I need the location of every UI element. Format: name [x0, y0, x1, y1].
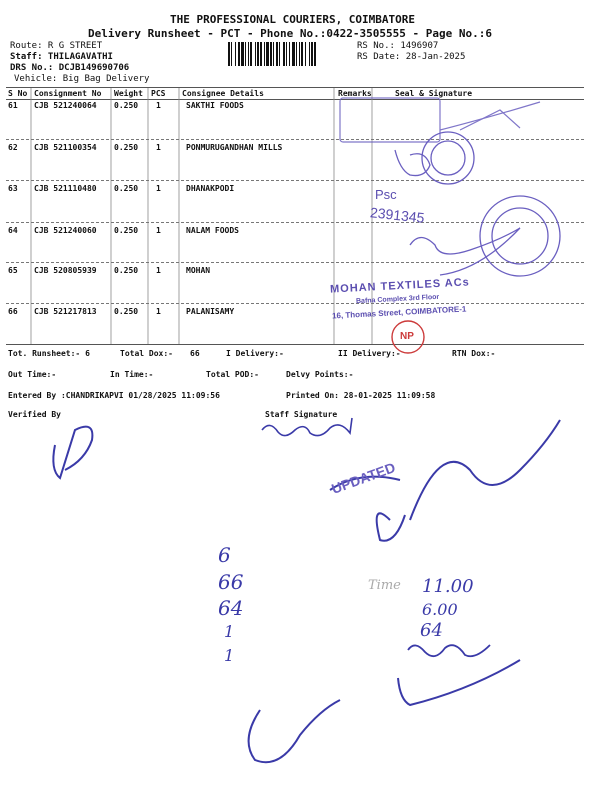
row-consignee: SAKTHI FOODS [186, 101, 244, 110]
hand-total-runsheet: 6 [218, 543, 231, 567]
row-consignment: CJB 521240064 [34, 101, 97, 110]
row-sno: 63 [8, 184, 18, 193]
psc-text: Psc [375, 187, 397, 202]
runsheet-subtitle: Delivery Runsheet - PCT - Phone No.:0422-3505555 - Page No.:6 [88, 27, 492, 40]
hand-in-time: 6.00 [422, 600, 458, 619]
col-header-cons: Consignment No [34, 89, 102, 98]
hand-rtn: 1 [224, 646, 235, 665]
row-weight: 0.250 [114, 143, 139, 152]
total-dox-label: Total Dox:- [120, 349, 173, 358]
vehicle: Vehicle: Big Bag Delivery [14, 74, 150, 84]
row-weight: 0.250 [114, 226, 139, 235]
row-sno: 66 [8, 307, 18, 316]
row-consignee: NALAM FOODS [186, 226, 239, 235]
row-consignment: CJB 521240060 [34, 226, 97, 235]
col-header-weight: Weight [114, 89, 143, 98]
ii-delivery: II Delivery:- [338, 349, 401, 358]
in-time: In Time:- [110, 370, 154, 379]
total-runsheet: Tot. Runsheet:- 6 [8, 349, 90, 358]
col-header-sno: S No [8, 89, 28, 98]
entered-by: Entered By :CHANDRIKAPVI 01/28/2025 11:09:56 [8, 391, 220, 400]
col-header-consignee: Consignee Details [182, 89, 264, 98]
total-pod: Total POD:- [206, 370, 259, 379]
verified-signature [53, 427, 92, 478]
verified-by: Verified By [8, 410, 61, 419]
mohan-stamp: MOHAN TEXTILES ACs [329, 276, 471, 296]
psc-number: 2391345 [369, 204, 426, 226]
delvy-points: Delvy Points:- [286, 370, 354, 379]
total-dox-value: 66 [190, 349, 200, 358]
row-pcs: 1 [156, 226, 161, 235]
rs-date: RS Date: 28-Jan-2025 [357, 52, 466, 62]
drs-number: DRS No.: DCJB149690706 [10, 63, 130, 73]
hand-delivery: 64 [218, 596, 244, 620]
hand-time-label: Time [368, 578, 401, 593]
row-sno: 65 [8, 266, 18, 275]
row-consignment: CJB 521110480 [34, 184, 97, 193]
col-header-pcs: PCS [151, 89, 166, 98]
row-consignee: DHANAKPODI [186, 184, 235, 193]
table-grid [0, 0, 600, 350]
printed-on: Printed On: 28-01-2025 11:09:58 [286, 391, 436, 400]
col-header-remarks: Remarks [338, 89, 372, 98]
mohan-stamp-line3: 16, Thomas Street, COIMBATORE-1 [331, 304, 467, 321]
row-weight: 0.250 [114, 184, 139, 193]
table-bottom-rule [6, 344, 584, 345]
row-weight: 0.250 [114, 101, 139, 110]
row-consignment: CJB 521217813 [34, 307, 97, 316]
hand-out-time: 11.00 [422, 576, 474, 597]
mohan-stamp-line2: Bafna Complex 3rd Floor [355, 293, 440, 306]
row-consignment: CJB 521100354 [34, 143, 97, 152]
row-consignee: MOHAN [186, 266, 211, 275]
row-divider [6, 262, 584, 263]
row-weight: 0.250 [114, 307, 139, 316]
col-header-seal: Seal & Signature [395, 89, 473, 98]
row-weight: 0.250 [114, 266, 139, 275]
row-pcs: 1 [156, 184, 161, 193]
row-divider [6, 222, 584, 223]
out-time: Out Time:- [8, 370, 57, 379]
updated-stamp: UPDATED [329, 459, 398, 497]
rtn-dox: RTN Dox:- [452, 349, 496, 358]
staff-signature [262, 418, 352, 436]
row-sno: 62 [8, 143, 18, 152]
row-divider [6, 139, 584, 140]
staff: Staff: THILAGAVATHI [10, 52, 113, 62]
row-consignee: PALANISAMY [186, 307, 235, 316]
row-sno: 64 [8, 226, 18, 235]
staff-signature-label: Staff Signature [265, 410, 338, 419]
row-divider [6, 303, 584, 304]
row-pcs: 1 [156, 101, 161, 110]
rs-number: RS No.: 1496907 [357, 41, 439, 51]
row-consignee: PONMURUGANDHAN MILLS [186, 143, 283, 152]
np-stamp-text: NP [400, 331, 414, 342]
hand-total-dox: 66 [218, 570, 244, 594]
row-pcs: 1 [156, 266, 161, 275]
route: Route: R G STREET [10, 41, 103, 51]
row-divider [6, 180, 584, 181]
row-pcs: 1 [156, 143, 161, 152]
i-delivery: I Delivery:- [226, 349, 284, 358]
hand-ii-delivery: 1 [224, 622, 235, 641]
row-sno: 61 [8, 101, 18, 110]
hand-pod: 64 [420, 620, 443, 641]
row-pcs: 1 [156, 307, 161, 316]
company-title: THE PROFESSIONAL COURIERS, COIMBATORE [170, 13, 416, 26]
row-consignment: CJB 520805939 [34, 266, 97, 275]
